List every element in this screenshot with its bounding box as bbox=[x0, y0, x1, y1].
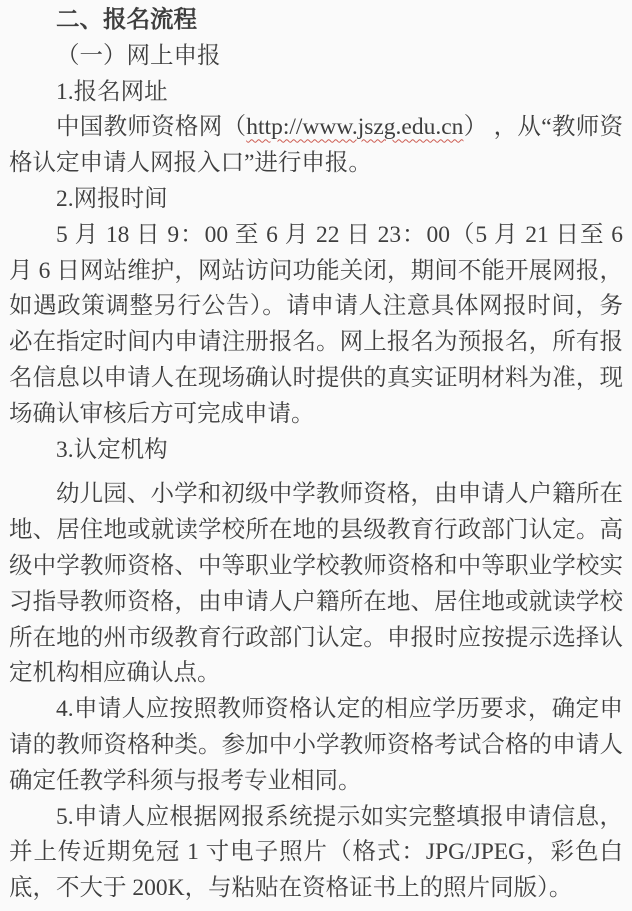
item-4-body: 4.申请人应按照教师资格认定的相应学历要求，确定申请的教师资格种类。参加中小学教师资格考试合格的申请人确定任教学科须与报考专业相同。 bbox=[9, 696, 623, 794]
item-2-body: 5 月 18 日 9：00 至 6 月 22 日 23：00（5 月 21 日至 6 月 6 日网站维护，网站访问功能关闭，期间不能开展网报，如遇政策调整另行公告）。请申请人注意具体网报时间，务必在指定时间内申请注册报名。网上报名为预报名，所有报名信息以申请人在现场确认时提供的真实证明材料为准，现场确认审核后方可完成申请。 bbox=[9, 221, 623, 427]
item-1-text-after-url: ） ，从“教师资格认定申请人网报入口”进行申报。 bbox=[9, 114, 623, 177]
item-1-title: 1.报名网址 bbox=[56, 78, 168, 105]
item-1-body bbox=[9, 110, 623, 182]
item-5-body: 5.申请人应根据网报系统提示如实完整填报申请信息，并上传近期免冠 1 寸电子照片（格式：JPG/JPEG，彩色白底，不大于 200K，与粘贴在资格证书上的照片同版）。 bbox=[9, 803, 623, 902]
registration-url: http://www.jszg.edu.cn bbox=[246, 114, 464, 141]
item-3-title: 3.认定机构 bbox=[56, 436, 168, 463]
sub-section-heading: （一）网上申报 bbox=[56, 42, 221, 69]
item-1-text-before-url: 中国教师资格网（ bbox=[56, 114, 247, 141]
section-heading: 二、报名流程 bbox=[56, 7, 197, 33]
item-3-body: 幼儿园、小学和初级中学教师资格，由申请人户籍所在地、居住地或就读学校所在地的县级教育行政部门认定。高级中学教师资格、中等职业学校教师资格和中等职业学校实习指导教师资格，由申请人户籍所在地、居住地或就读学校所在地的州市级教育行政部门认定。申报时应按提示选择认定机构相应确认点。 bbox=[9, 481, 623, 687]
item-2-title: 2.网报时间 bbox=[56, 185, 168, 212]
